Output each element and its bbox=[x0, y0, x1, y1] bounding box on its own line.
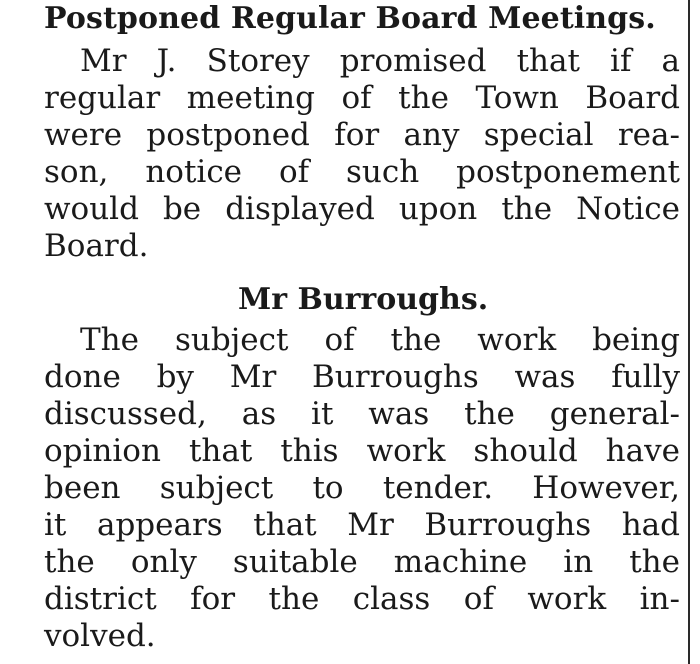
paragraph-line: volved. bbox=[44, 618, 156, 654]
paragraph-line: son, notice of such postponement bbox=[44, 154, 680, 190]
paragraph-line: Board. bbox=[44, 228, 149, 264]
paragraph-line: were postponed for any special rea- bbox=[44, 117, 680, 153]
column-rule bbox=[688, 0, 690, 664]
paragraph-line: The subject of the work being bbox=[80, 322, 680, 358]
paragraph-line: done by Mr Burroughs was fully bbox=[44, 359, 680, 395]
section-heading-postponed-meetings: Postponed Regular Board Meetings. bbox=[44, 1, 656, 36]
section-heading-mr-burroughs: Mr Burroughs. bbox=[238, 282, 489, 317]
paragraph-line: Mr J. Storey promised that if a bbox=[80, 43, 680, 79]
paragraph-line: would be displayed upon the Notice bbox=[44, 191, 680, 227]
paragraph-line: district for the class of work in- bbox=[44, 581, 680, 617]
paragraph-line: regular meeting of the Town Board bbox=[44, 80, 680, 116]
paragraph-line: discussed, as it was the general- bbox=[44, 396, 680, 432]
paragraph-line: it appears that Mr Burroughs had bbox=[44, 507, 680, 543]
paragraph-line: the only suitable machine in the bbox=[44, 544, 680, 580]
paragraph-line: been subject to tender. However, bbox=[44, 470, 680, 506]
paragraph-line: opinion that this work should have bbox=[44, 433, 680, 469]
